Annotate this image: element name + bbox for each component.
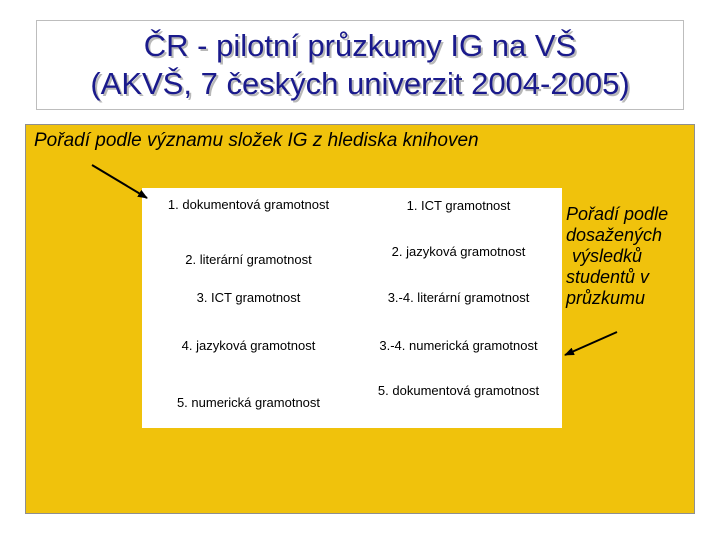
side-note-line: průzkumu xyxy=(566,288,646,308)
right-pointer-arrow xyxy=(565,332,617,355)
title-line-2: (AKVŠ, 7 českých univerzit 2004-2005) xyxy=(90,66,630,101)
student-rank-item: 5. dokumentová gramotnost xyxy=(377,383,540,398)
library-rank-item: 1. dokumentová gramotnost xyxy=(167,197,330,212)
library-rank-item: 5. numerická gramotnost xyxy=(176,395,321,410)
side-note-line: Pořadí podle xyxy=(566,204,669,224)
subtitle: Pořadí podle významu složek IG z hlediska knihoven xyxy=(34,130,479,151)
side-note-line: dosažených xyxy=(566,225,663,245)
library-rank-item: 4. jazyková gramotnost xyxy=(181,338,316,353)
title-line-1: ČR - pilotní průzkumy IG na VŠ xyxy=(143,28,577,63)
library-rank-item: 2. literární gramotnost xyxy=(185,252,312,267)
library-rank-item: 3. ICT gramotnost xyxy=(196,290,301,305)
side-note-line: výsledků xyxy=(572,246,643,266)
side-note-line: studentů v xyxy=(566,267,650,287)
student-rank-item: 2. jazyková gramotnost xyxy=(391,244,526,259)
student-rank-item: 3.-4. literární gramotnost xyxy=(387,290,530,305)
student-rank-item: 3.-4. numerická gramotnost xyxy=(379,338,538,353)
student-rank-item: 1. ICT gramotnost xyxy=(406,198,511,213)
left-pointer-arrow xyxy=(92,165,147,198)
